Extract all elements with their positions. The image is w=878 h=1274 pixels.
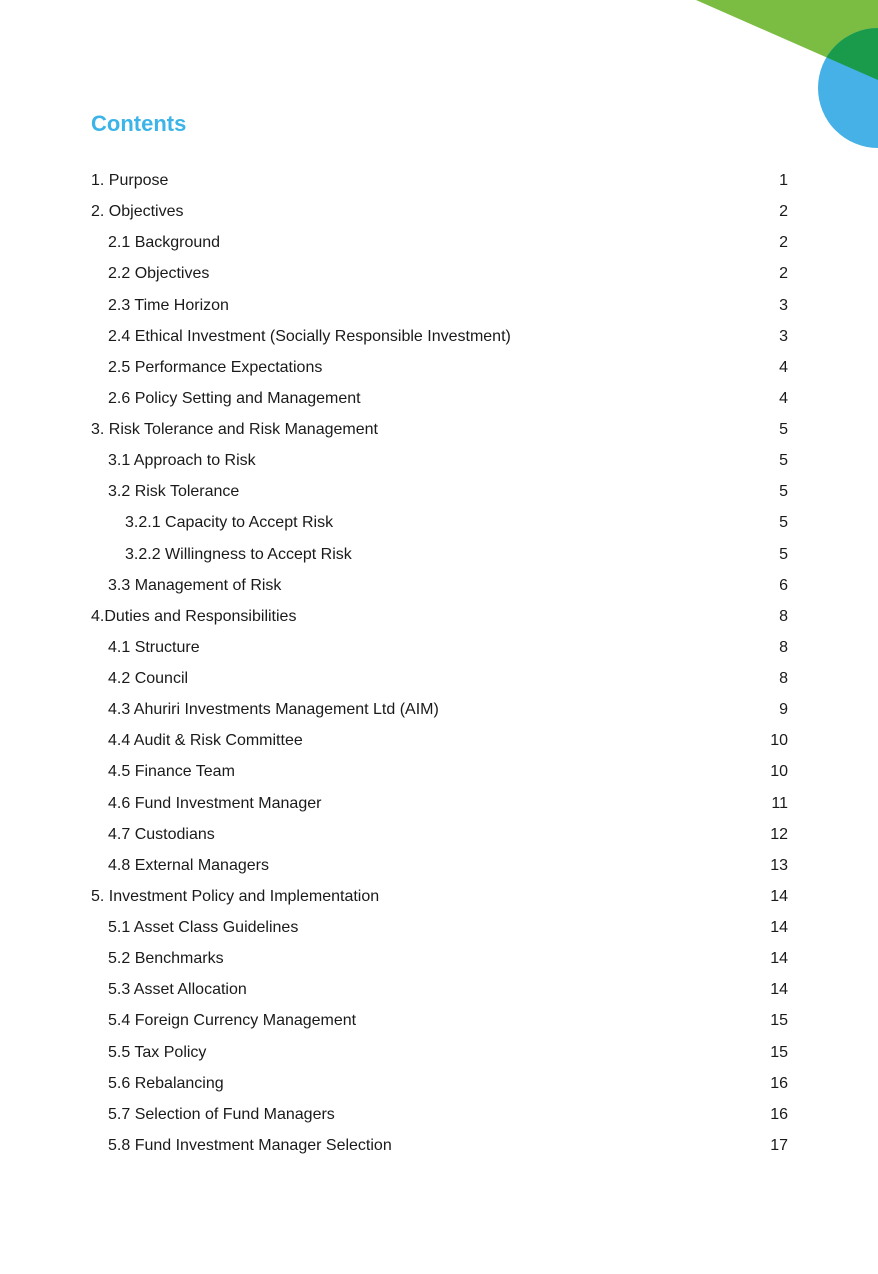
toc-entry[interactable] (91, 632, 788, 663)
toc-entry-label: 4.5 Finance Team (108, 763, 235, 781)
toc-entry-page-number: 5 (779, 545, 788, 563)
toc-entry[interactable] (91, 165, 788, 196)
toc-entry-page-number: 3 (779, 327, 788, 345)
toc-entry-page-number: 3 (779, 296, 788, 314)
toc-entry-label: 4.Duties and Responsibilities (91, 607, 297, 625)
toc-entry[interactable] (91, 1099, 788, 1130)
toc-entry-label: 3.3 Management of Risk (108, 576, 282, 594)
toc-entry-label: 5.7 Selection of Fund Managers (108, 1105, 335, 1123)
contents-heading: Contents (91, 111, 187, 136)
toc-entry[interactable] (91, 881, 788, 912)
toc-entry-page-number: 8 (779, 638, 788, 656)
toc-entry[interactable] (91, 196, 788, 227)
toc-entry-page-number: 16 (770, 1074, 788, 1092)
toc-entry-page-number: 5 (779, 452, 788, 470)
toc-entry[interactable] (91, 383, 788, 414)
toc-entry[interactable] (91, 290, 788, 321)
toc-entry[interactable] (91, 663, 788, 694)
toc-entry-label: 3.2.1 Capacity to Accept Risk (125, 514, 334, 532)
toc-entry-label: 2.5 Performance Expectations (108, 358, 323, 376)
toc-entry[interactable] (91, 601, 788, 632)
toc-entry-label: 5.8 Fund Investment Manager Selection (108, 1136, 392, 1154)
toc-entry-page-number: 14 (770, 919, 788, 937)
toc-entry[interactable] (91, 1005, 788, 1036)
corner-decoration (688, 0, 878, 160)
toc-entry[interactable] (91, 819, 788, 850)
toc-entry-page-number: 14 (770, 981, 788, 999)
toc-entry[interactable] (91, 1068, 788, 1099)
toc-entry-page-number: 5 (779, 514, 788, 532)
toc-entry-label: 2.1 Background (108, 234, 221, 252)
toc-entry-label: 4.1 Structure (108, 638, 200, 656)
toc-entry-page-number: 16 (770, 1105, 788, 1123)
toc-entry-page-number: 14 (770, 950, 788, 968)
toc-entry[interactable] (91, 1130, 788, 1161)
toc-entry-label: 4.6 Fund Investment Manager (108, 794, 322, 812)
toc-entry-label: 5.3 Asset Allocation (108, 981, 247, 999)
toc-entry[interactable] (91, 539, 788, 570)
toc-entry-label: 3.2 Risk Tolerance (108, 483, 240, 501)
toc-entry[interactable] (91, 476, 788, 507)
toc-entry[interactable] (91, 694, 788, 725)
toc-entry[interactable] (91, 227, 788, 258)
toc-entry-page-number: 8 (779, 670, 788, 688)
toc-entry-page-number: 6 (779, 576, 788, 594)
toc-entry-label: 5.5 Tax Policy (108, 1043, 207, 1061)
toc-entry[interactable] (91, 352, 788, 383)
toc-entry-page-number: 2 (779, 203, 788, 221)
toc-entry-label: 3.1 Approach to Risk (108, 452, 256, 470)
toc-entry-page-number: 9 (779, 701, 788, 719)
toc-entry-label: 3.2.2 Willingness to Accept Risk (125, 545, 352, 563)
toc-entry-page-number: 15 (770, 1043, 788, 1061)
toc-entry-label: 4.4 Audit & Risk Committee (108, 732, 303, 750)
toc-entry-label: 1. Purpose (91, 172, 169, 190)
toc-entry-page-number: 10 (770, 732, 788, 750)
toc-entry-page-number: 13 (770, 856, 788, 874)
toc-entry-page-number: 1 (779, 172, 788, 190)
toc-entry-page-number: 4 (779, 389, 788, 407)
toc-entry-page-number: 5 (779, 483, 788, 501)
toc-entry[interactable] (91, 321, 788, 352)
toc-entry-page-number: 14 (770, 887, 788, 905)
toc-entry-label: 2. Objectives (91, 203, 184, 221)
toc-entry-page-number: 8 (779, 607, 788, 625)
toc-entry-page-number: 11 (771, 794, 788, 812)
toc-entry-page-number: 10 (770, 763, 788, 781)
toc-entry[interactable] (91, 414, 788, 445)
toc-entry-label: 3. Risk Tolerance and Risk Management (91, 421, 378, 439)
toc-entry[interactable] (91, 725, 788, 756)
toc-entry-page-number: 12 (770, 825, 788, 843)
toc-entry[interactable] (91, 974, 788, 1005)
toc-entry-page-number: 2 (779, 265, 788, 283)
toc-entry-page-number: 2 (779, 234, 788, 252)
toc-entry[interactable] (91, 507, 788, 538)
table-of-contents (91, 165, 788, 1161)
toc-entry-label: 5.4 Foreign Currency Management (108, 1012, 357, 1030)
toc-entry[interactable] (91, 756, 788, 787)
toc-entry-label: 5. Investment Policy and Implementation (91, 887, 380, 905)
toc-entry[interactable] (91, 258, 788, 289)
toc-entry-label: 4.2 Council (108, 670, 189, 688)
toc-entry-label: 2.6 Policy Setting and Management (108, 389, 361, 407)
toc-entry-page-number: 17 (770, 1136, 788, 1154)
toc-entry[interactable] (91, 850, 788, 881)
toc-entry[interactable] (91, 788, 788, 819)
toc-entry-page-number: 15 (770, 1012, 788, 1030)
toc-entry[interactable] (91, 570, 788, 601)
toc-entry-label: 5.1 Asset Class Guidelines (108, 919, 299, 937)
toc-entry[interactable] (91, 943, 788, 974)
toc-entry[interactable] (91, 912, 788, 943)
toc-entry-label: 2.4 Ethical Investment (Socially Responsible Investment) (108, 327, 511, 345)
toc-entry-label: 4.7 Custodians (108, 825, 215, 843)
toc-entry-label: 4.3 Ahuriri Investments Management Ltd (AIM) (108, 701, 439, 719)
toc-entry[interactable] (91, 445, 788, 476)
toc-entry-page-number: 5 (779, 421, 788, 439)
toc-entry-label: 5.2 Benchmarks (108, 950, 224, 968)
toc-entry[interactable] (91, 1037, 788, 1068)
toc-entry-label: 5.6 Rebalancing (108, 1074, 224, 1092)
toc-entry-label: 2.3 Time Horizon (108, 296, 229, 314)
toc-entry-page-number: 4 (779, 358, 788, 376)
toc-entry-label: 4.8 External Managers (108, 856, 269, 874)
toc-entry-label: 2.2 Objectives (108, 265, 210, 283)
